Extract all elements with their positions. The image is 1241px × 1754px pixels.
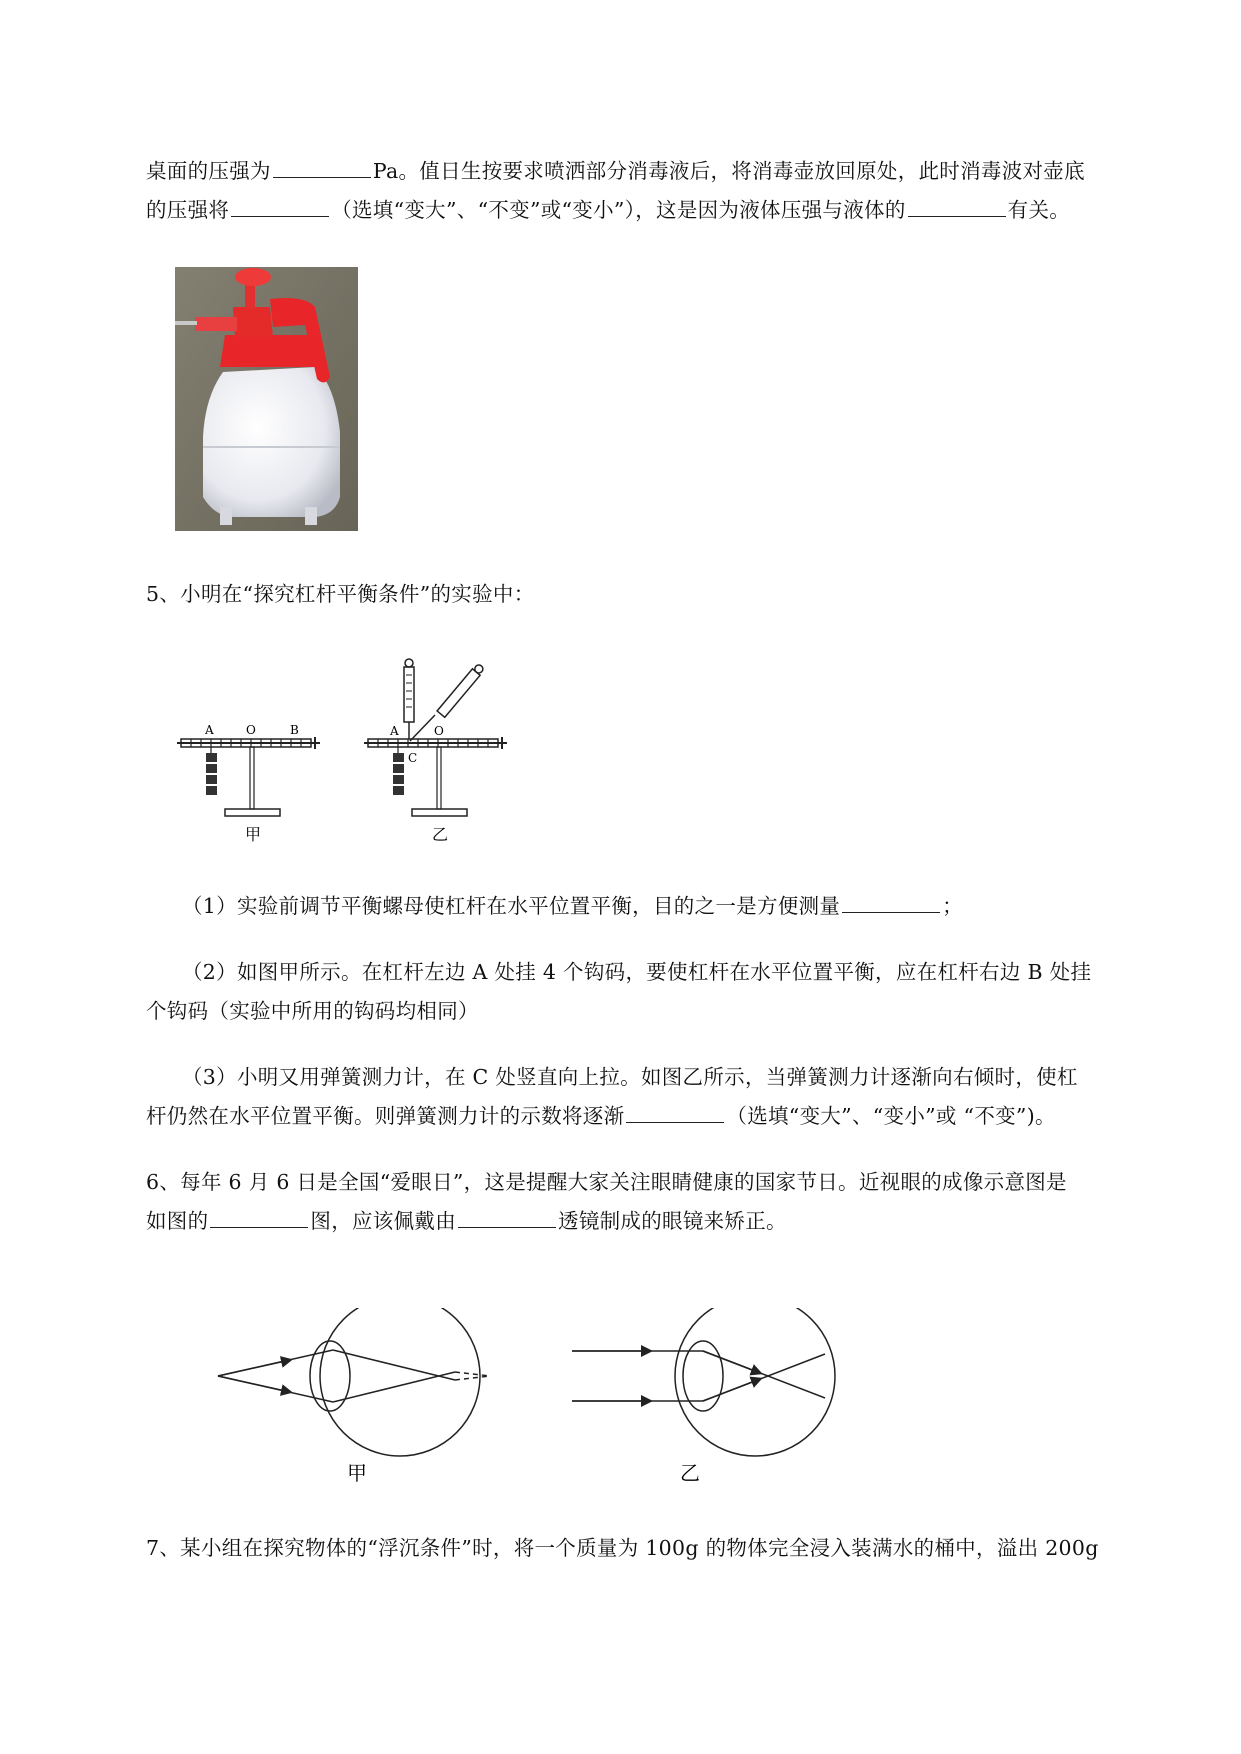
answer-blank[interactable] [842,890,940,913]
label-c: C [408,751,418,765]
q5-text: （3）小明又用弹簧测力计，在 C 处竖直向上拉。如图乙所示，当弹簧测力计逐渐向右倾时，使杠 [182,1065,1078,1089]
q5-text: （1）实验前调节平衡螺母使杠杆在水平位置平衡，目的之一是方便测量 [182,894,841,918]
q5-title-text: 5、小明在“探究杠杆平衡条件”的实验中： [146,582,535,606]
eye-diagram-yi [570,1308,840,1488]
q5-text: 杆仍然在水平位置平衡。则弹簧测力计的示数将逐渐 [146,1104,625,1128]
spray-bottle-photo [175,267,358,531]
q7-text: 7、某小组在探究物体的“浮沉条件”时，将一个质量为 100g 的物体完全浸入装满水的桶中，溢出 200g [146,1536,1099,1560]
q5-part-2-line-2 [146,995,479,1027]
label-a: A [205,723,214,737]
q4-line-2 [146,194,1070,226]
q4-text: 有关。 [1007,198,1071,222]
q5-part-3-line-1 [182,1061,1078,1093]
q5-text: （选填“变大”、“变小”或 “不变”)。 [726,1104,1056,1128]
lever-figure-yi [362,655,512,845]
answer-blank[interactable] [458,1205,556,1228]
label-o: O [246,723,256,737]
q5-part-3-line-2 [146,1100,1056,1132]
q5-part-1 [182,890,963,922]
q7-line-1 [146,1532,1099,1564]
label-o: O [434,724,444,738]
q5-text: 个钩码（实验中所用的钩码均相同） [146,999,479,1023]
q4-text: （选填“变大”、“不变”或“变小”），这是因为液体压强与液体的 [331,198,906,222]
label-b: B [290,723,299,737]
caption-jia: 甲 [245,825,262,844]
q6-line-2 [146,1205,787,1237]
answer-blank[interactable] [273,155,371,178]
lever-figure-jia [175,720,325,845]
answer-blank[interactable] [210,1205,308,1228]
answer-blank[interactable] [626,1100,724,1123]
caption-yi: 乙 [680,1461,700,1485]
q4-text: 的压强将 [146,198,230,222]
q6-text: 如图的 [146,1209,209,1233]
q5-part-2-line-1 [182,956,1091,988]
caption-jia: 甲 [347,1461,367,1485]
q4-line-1 [146,155,1085,187]
answer-blank[interactable] [231,194,329,217]
q4-text: Pa。值日生按要求喷洒部分消毒液后，将消毒壶放回原处，此时消毒波对壶底 [372,159,1085,183]
q6-text: 透镜制成的眼镜来矫正。 [558,1209,787,1233]
q5-text: ； [942,894,963,918]
q5-text: （2）如图甲所示。在杠杆左边 A 处挂 4 个钩码，要使杠杆在水平位置平衡，应在杠杆右边 B 处挂 [182,960,1092,984]
q4-text: 桌面的压强为 [146,159,271,183]
q5-title [146,578,535,610]
label-a: A [390,724,399,738]
eye-diagram-jia [215,1308,505,1488]
q6-text: 6、每年 6 月 6 日是全国“爱眼日”，这是提醒大家关注眼睛健康的国家节日。近视眼的成像示意图是 [146,1170,1067,1194]
q6-line-1 [146,1166,1067,1198]
answer-blank[interactable] [908,194,1006,217]
caption-yi: 乙 [432,825,449,844]
q6-text: 图，应该佩戴由 [310,1209,457,1233]
